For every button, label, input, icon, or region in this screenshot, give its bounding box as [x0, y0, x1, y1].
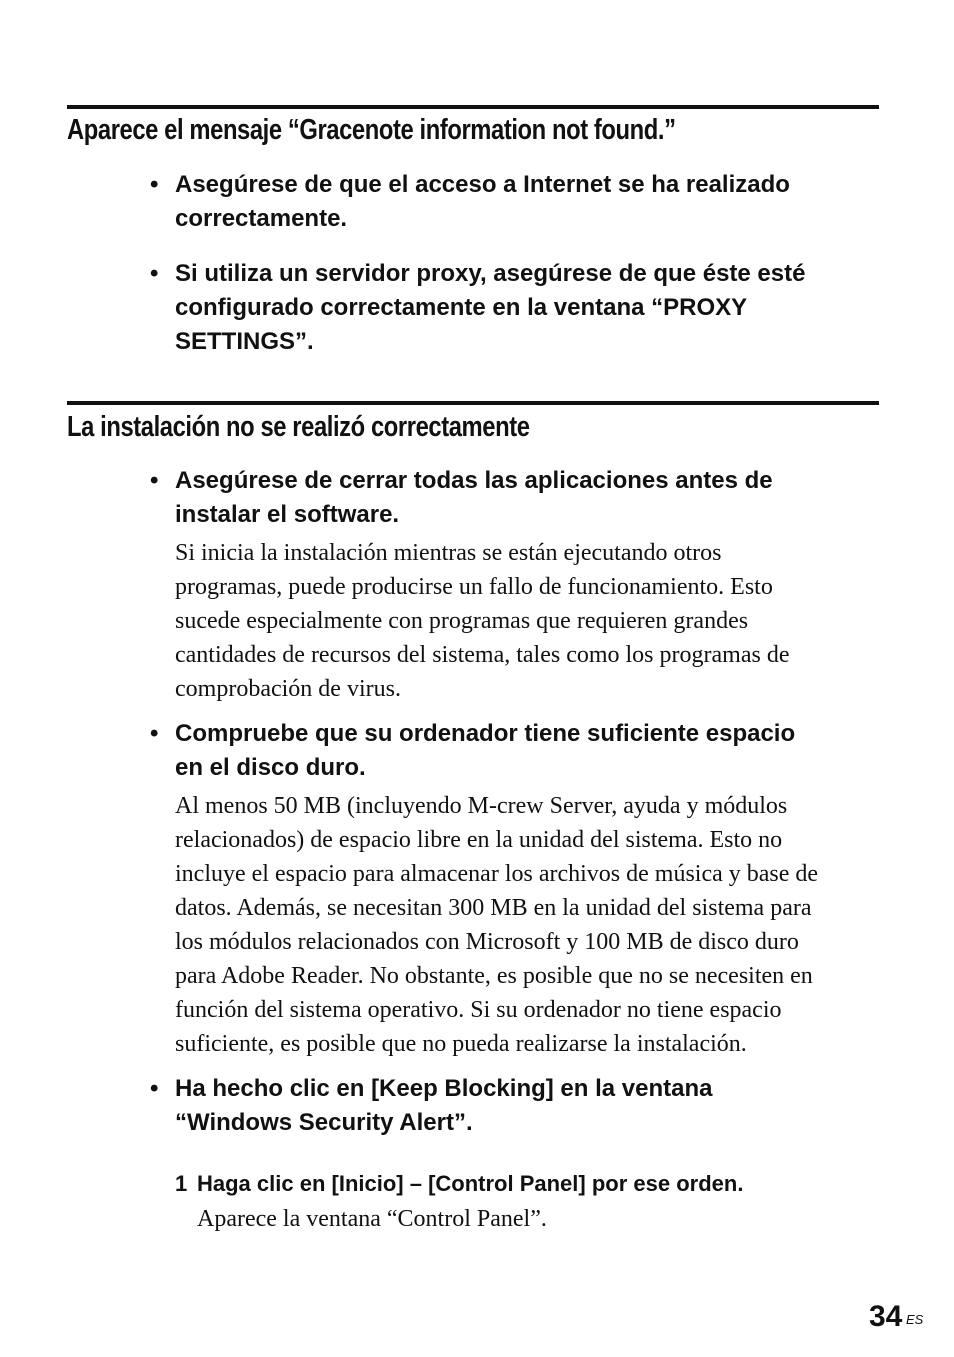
item-title-line: Asegúrese de que el acceso a Internet se ha realizado [175, 171, 790, 198]
item-title-line: en el disco duro. [175, 754, 366, 781]
item-body [175, 536, 875, 706]
body-line: para Adobe Reader. No obstante, es posible que no se necesiten en [175, 963, 813, 989]
item-title-line: correctamente. [175, 205, 348, 232]
item-title-line: Si utiliza un servidor proxy, asegúrese de que éste esté [175, 260, 806, 287]
section-rule [67, 105, 879, 109]
item-title [175, 168, 875, 236]
body-line: suficiente, es posible que no pueda realizarse la instalación. [175, 1031, 747, 1057]
bullet-mark: • [150, 260, 159, 287]
body-line: sucede especialmente con programas que requieren grandes [175, 608, 749, 634]
page-number: 34 [869, 1300, 903, 1333]
body-line: incluye el espacio para almacenar los archivos de música y base de [175, 861, 819, 887]
page-language: ES [906, 1312, 924, 1327]
item-title-line: Compruebe que su ordenador tiene suficiente espacio [175, 720, 796, 747]
section-rule [67, 401, 879, 405]
section-heading: Aparece el mensaje “Gracenote information not found.” [67, 114, 676, 146]
item-title-line: Asegúrese de cerrar todas las aplicaciones antes de [175, 467, 773, 494]
body-line: Si inicia la instalación mientras se están ejecutando otros [175, 540, 722, 566]
body-line: cantidades de recursos del sistema, tales como los programas de [175, 642, 790, 668]
item-title-line: “Windows Security Alert”. [175, 1109, 473, 1136]
bullet-mark: • [150, 720, 159, 747]
item-title [175, 257, 875, 359]
body-line: función del sistema operativo. Si su ordenador no tiene espacio [175, 997, 782, 1023]
body-line: datos. Además, se necesitan 300 MB en la unidad del sistema para [175, 895, 812, 921]
body-line: Al menos 50 MB (incluyendo M-crew Server, ayuda y módulos [175, 793, 788, 819]
item-title-line: SETTINGS”. [175, 328, 314, 355]
step-body: Aparece la ventana “Control Panel”. [197, 1206, 547, 1232]
body-line: los módulos relacionados con Microsoft y 100 MB de disco duro [175, 929, 799, 955]
bullet-mark: • [150, 467, 159, 494]
body-line: programas, puede producirse un fallo de funcionamiento. Esto [175, 574, 773, 600]
step-title: Haga clic en [Inicio] – [Control Panel] por ese orden. [197, 1171, 744, 1196]
item-title-line: configurado correctamente en la ventana “PROXY [175, 294, 748, 321]
body-line: relacionados) de espacio libre en la unidad del sistema. Esto no [175, 827, 783, 853]
item-title [175, 1072, 875, 1140]
item-title [175, 717, 875, 785]
section-heading: La instalación no se realizó correctamente [67, 411, 530, 443]
item-title-line: Ha hecho clic en [Keep Blocking] en la ventana [175, 1075, 713, 1102]
item-title [175, 464, 875, 532]
bullet-mark: • [150, 171, 159, 198]
item-body [175, 789, 875, 1061]
bullet-mark: • [150, 1075, 159, 1102]
body-line: comprobación de virus. [175, 676, 401, 702]
step-number: 1 [175, 1171, 188, 1196]
item-title-line: instalar el software. [175, 501, 400, 528]
